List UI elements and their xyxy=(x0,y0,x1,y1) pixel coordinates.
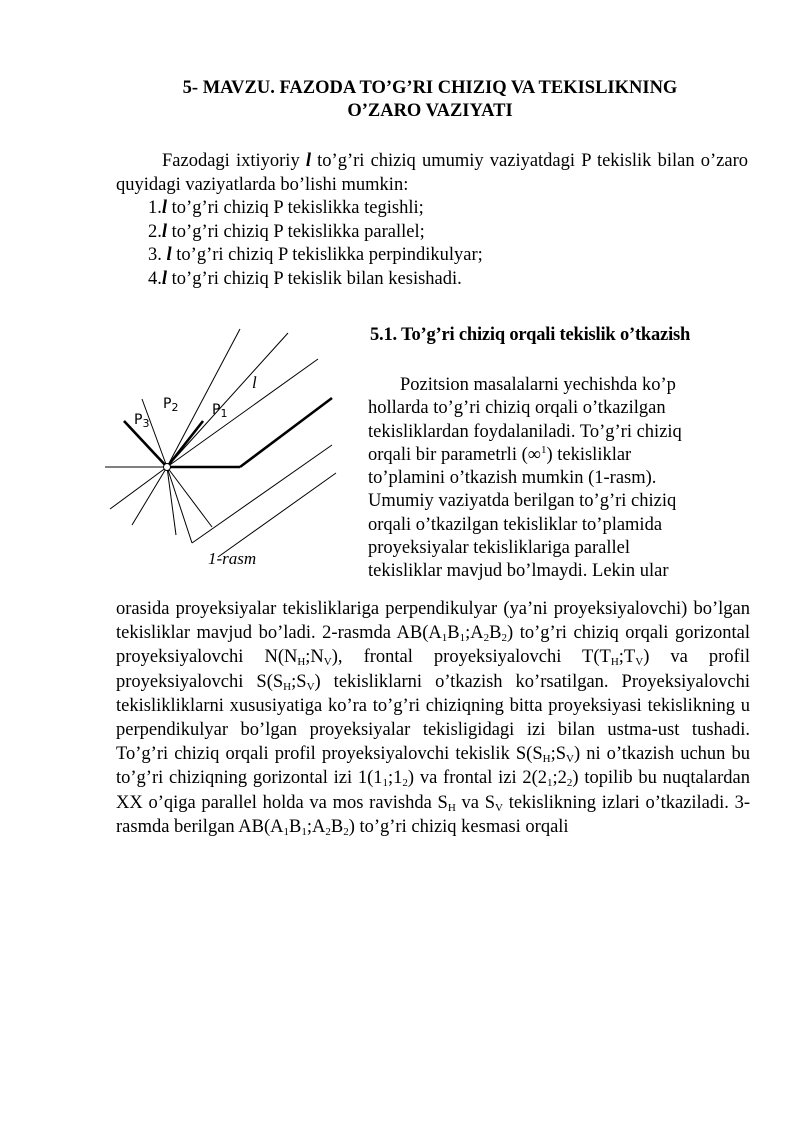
intro-text-b: to’g’ri chiziq umumiy vaziyatdagi P tekislik bilan o’zaro quyidagi vaziyatlarda bo’lishi mumkin: xyxy=(116,151,748,195)
line-l-segment xyxy=(167,421,203,467)
list-item xyxy=(116,244,748,268)
list-number: 3. xyxy=(148,245,167,265)
plane-edge xyxy=(167,359,318,467)
text-line: to’plamini o’tkazish mumkin (1-rasm). xyxy=(368,468,657,489)
list-text: to’g’ri chiziq P tekislikka tegishli; xyxy=(167,198,424,218)
title-line-1: 5- MAVZU. FAZODA TO’G’RI CHIZIQ VA TEKISLIKNING xyxy=(182,78,678,98)
list-text: to’g’ri chiziq P tekislik bilan kesishadi. xyxy=(167,268,462,289)
plane-edge xyxy=(167,467,192,543)
text-line: tekisliklar mavjud bo’lmaydi. Lekin ular xyxy=(368,561,669,582)
line-symbol: l xyxy=(305,151,311,171)
list-number: 1. xyxy=(148,198,162,218)
line-l xyxy=(240,398,332,467)
text-line: proyeksiyalar tekisliklariga parallel xyxy=(368,538,630,559)
intro-text-a: Fazodagi ixtiyoriy xyxy=(162,151,306,171)
label-p3: $P_3$ xyxy=(134,412,150,430)
column-paragraph xyxy=(368,374,750,584)
text-line: Umumiy vaziyatda berilgan to’g’ri chiziq xyxy=(368,491,677,512)
page-title xyxy=(110,77,750,123)
list-item xyxy=(116,197,748,221)
body-text xyxy=(116,597,750,839)
body-paragraph: orasida proyeksiyalar tekisliklariga perpendikulyar (ya’ni proyeksiyalovchi) bo’lgan tekisliklar mavjud bo’ladi. 2-rasmda $AB(A_1B_1;A_2B_2)$ to’g’ri chiziq orqali gorizontal proyeksiyalovchi $N(N_H;N_V)$, frontal proyeksiyalovchi $T(T_H;T_V)$ va profil proyeksiyalovchi $S(S_H;S_V)$ tekisliklarni o’tkazish ko’rsatilgan. Proyeksiyalovchi tekislikliklarni xususiyatiga ko’ra to’g’ri chiziqning bitta proyeksiyasi tekislikning u perpendikulyar bo’lgan proyeksiyalar tekisligidagi izi bilan ustma-ust tushadi. To’g’ri chiziq orqali profil proyeksiyalovchi tekislik $S(S_H;S_V)$ ni o’tkazish uchun bu to’g’ri chiziqning gorizontal izi $1(1_1;1_2)$ va frontal izi $2(2_1;2_2)$ topilib bu nuqtalardan XX o’qiga parallel holda va mos ravishda $S_H$ va $S_V$ tekislikning izlari o’tkaziladi. 3-rasmda berilgan $AB(A_1B_1;A_2B_2)$ to’g’ri chiziq kesmasi orqali xyxy=(116,599,751,838)
text-column xyxy=(368,374,750,584)
text-line: Pozitsion masalalarni yechishda ko’p xyxy=(400,375,676,395)
line-symbol: l xyxy=(161,198,168,218)
line-symbol: l xyxy=(161,268,168,289)
label-p2: $P_2$ xyxy=(163,396,179,414)
text-line: orqali bir parametrli (∞$^1$) tekisliklar xyxy=(368,443,632,465)
section-title: 5.1. To’g’ri chiziq orqali tekislik o’tkazish xyxy=(370,325,691,345)
plane-edge xyxy=(218,473,336,557)
title-line-2: O’ZARO VAZIYATI xyxy=(347,101,513,121)
list-item xyxy=(116,221,748,245)
intersection-point xyxy=(164,464,171,471)
list-number: 2. xyxy=(148,221,162,242)
text-line: orqali o’tkazilgan tekisliklar to’plamida xyxy=(368,514,663,535)
plane-edge xyxy=(132,467,167,525)
list-text: to’g’ri chiziq P tekislikka perpindikulyar; xyxy=(171,245,483,265)
figure-caption: 1-rasm xyxy=(208,549,257,568)
list-item xyxy=(116,268,748,292)
figure-1 xyxy=(100,325,340,575)
intro-paragraph xyxy=(116,150,748,197)
text-line: tekisliklardan foydalaniladi. To’g’ri chiziq xyxy=(368,421,682,442)
line-symbol: l xyxy=(166,245,172,265)
plane-edge xyxy=(192,445,332,543)
intro-section xyxy=(116,150,748,291)
label-p1: $P_1$ xyxy=(212,402,228,420)
list-text: to’g’ri chiziq P tekislikka parallel; xyxy=(167,221,425,242)
plane-edge xyxy=(110,467,167,509)
plane-pencil-diagram xyxy=(100,325,340,575)
text-line: hollarda to’g’ri chiziq orqali o’tkazilgan xyxy=(368,398,666,419)
list-number: 4. xyxy=(148,268,162,289)
label-l: l xyxy=(252,373,257,392)
line-symbol: l xyxy=(161,221,168,242)
